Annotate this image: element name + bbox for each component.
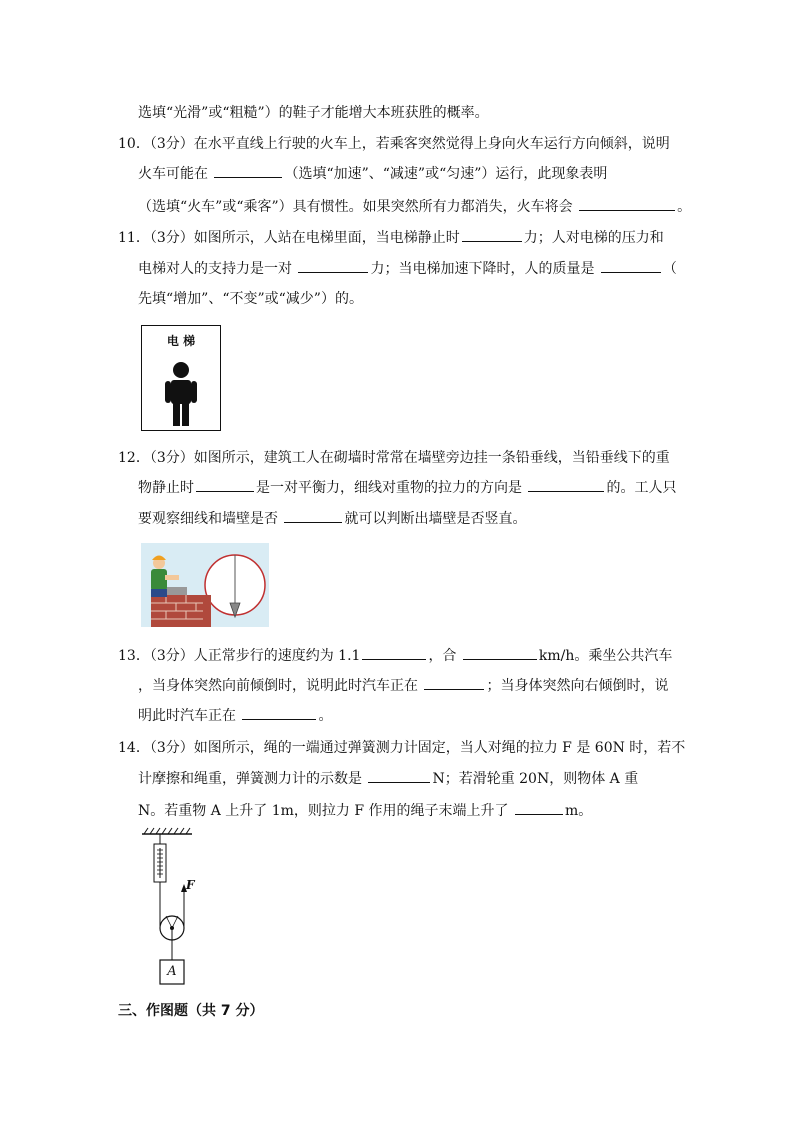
answer-blank[interactable] [196,479,254,492]
question-12-line-1 [118,449,670,467]
question-12-line-3 [138,510,526,528]
line-text: 力；当电梯加速下降时，人的质量是 [370,261,599,277]
line-text: 是一对平衡力，细线对重物的拉力的方向是 [256,480,527,496]
answer-blank[interactable] [462,229,522,242]
line-text: km/h。乘坐公共汽车 [538,648,673,664]
line-text: 就可以判断出墙壁是否竖直。 [344,511,527,527]
person-silhouette-icon [142,326,220,430]
question-12-line-2 [138,479,676,497]
answer-blank[interactable] [242,707,316,720]
line-text: 明此时汽车正在 [138,708,241,724]
line-text: 选填“光滑”或“粗糙”）的鞋子才能增大本班获胜的概率。 [138,105,489,121]
answer-blank[interactable] [214,165,282,178]
answer-blank[interactable] [579,198,675,211]
line-text: 要观察细线和墙壁是否 [138,511,283,527]
answer-blank[interactable] [424,677,484,690]
line-text: 的。工人只 [606,480,677,496]
pulley-figure [140,826,210,988]
line-text: N。若重物 A 上升了 1m，则拉力 F 作用的绳子末端上升了 [138,803,513,819]
line-text: （选填“加速”、“减速”或“匀速”）运行，此现象表明 [284,166,608,182]
question-11-line-3 [138,290,363,308]
line-text: 12．（3分）如图所示，建筑工人在砌墙时常常在墙壁旁边挂一条铅垂线，当铅垂线下的重 [118,450,670,466]
line-text: ，当身体突然向前倾倒时，说明此时汽车正在 [138,678,423,694]
line-text: 计摩擦和绳重，弹簧测力计的示数是 [138,771,367,787]
text-line [138,104,489,122]
line-text: ，合 [428,648,461,664]
line-text: 火车可能在 [138,166,213,182]
line-text: （选填“火车”或“乘客”）具有惯性。如果突然所有力都消失，火车将会 [138,199,578,215]
answer-blank[interactable] [601,260,661,273]
question-11-line-2 [138,260,677,278]
elevator-label: 电 梯 [166,334,196,348]
line-text: （ [662,261,677,277]
line-text: 。 [318,708,333,724]
line-text: m。 [564,803,593,819]
question-11-line-1 [118,229,664,247]
line-text: 13．（3分）人正常步行的速度约为 1.1 [118,648,361,664]
elevator-figure [141,325,221,431]
question-10-line-1 [118,135,670,153]
line-text: 电梯对人的支持力是一对 [138,261,297,277]
question-10-line-3 [138,198,691,216]
answer-blank[interactable] [362,647,426,660]
question-14-line-1 [118,739,685,757]
answer-blank[interactable] [463,647,537,660]
answer-blank[interactable] [368,770,430,783]
bricklayer-illustration-icon [141,543,269,627]
section-title: 三、作图题（共 7 分） [118,1003,264,1019]
line-text: 力；人对电梯的压力和 [523,230,664,246]
answer-blank[interactable] [298,260,368,273]
line-text: 。 [677,199,692,215]
question-10-line-2 [138,165,607,183]
answer-blank[interactable] [528,479,604,492]
line-text: N；若滑轮重 20N，则物体 A 重 [432,771,639,787]
question-14-line-2 [138,770,638,788]
question-14-line-3 [138,802,592,820]
line-text: 11．（3分）如图所示，人站在电梯里面，当电梯静止时 [118,230,460,246]
line-text: ；当身体突然向右倾倒时，说 [486,678,669,694]
force-label: F [186,878,195,892]
question-13-line-1 [118,647,672,665]
answer-blank[interactable] [284,510,342,523]
line-text: 10．（3分）在水平直线上行驶的火车上，若乘客突然觉得上身向火车运行方向倾斜，说明 [118,136,670,152]
block-label: A [167,964,177,979]
question-13-line-3 [138,707,332,725]
answer-blank[interactable] [515,802,563,815]
line-text: 14．（3分）如图所示，绳的一端通过弹簧测力计固定，当人对绳的拉力 F 是 60N 时，若不 [118,740,686,756]
line-text: 先填“增加”、“不变”或“减少”）的。 [138,291,363,307]
question-13-line-2 [138,677,668,695]
line-text: 物静止时 [138,480,194,496]
plumb-line-figure [141,543,269,627]
